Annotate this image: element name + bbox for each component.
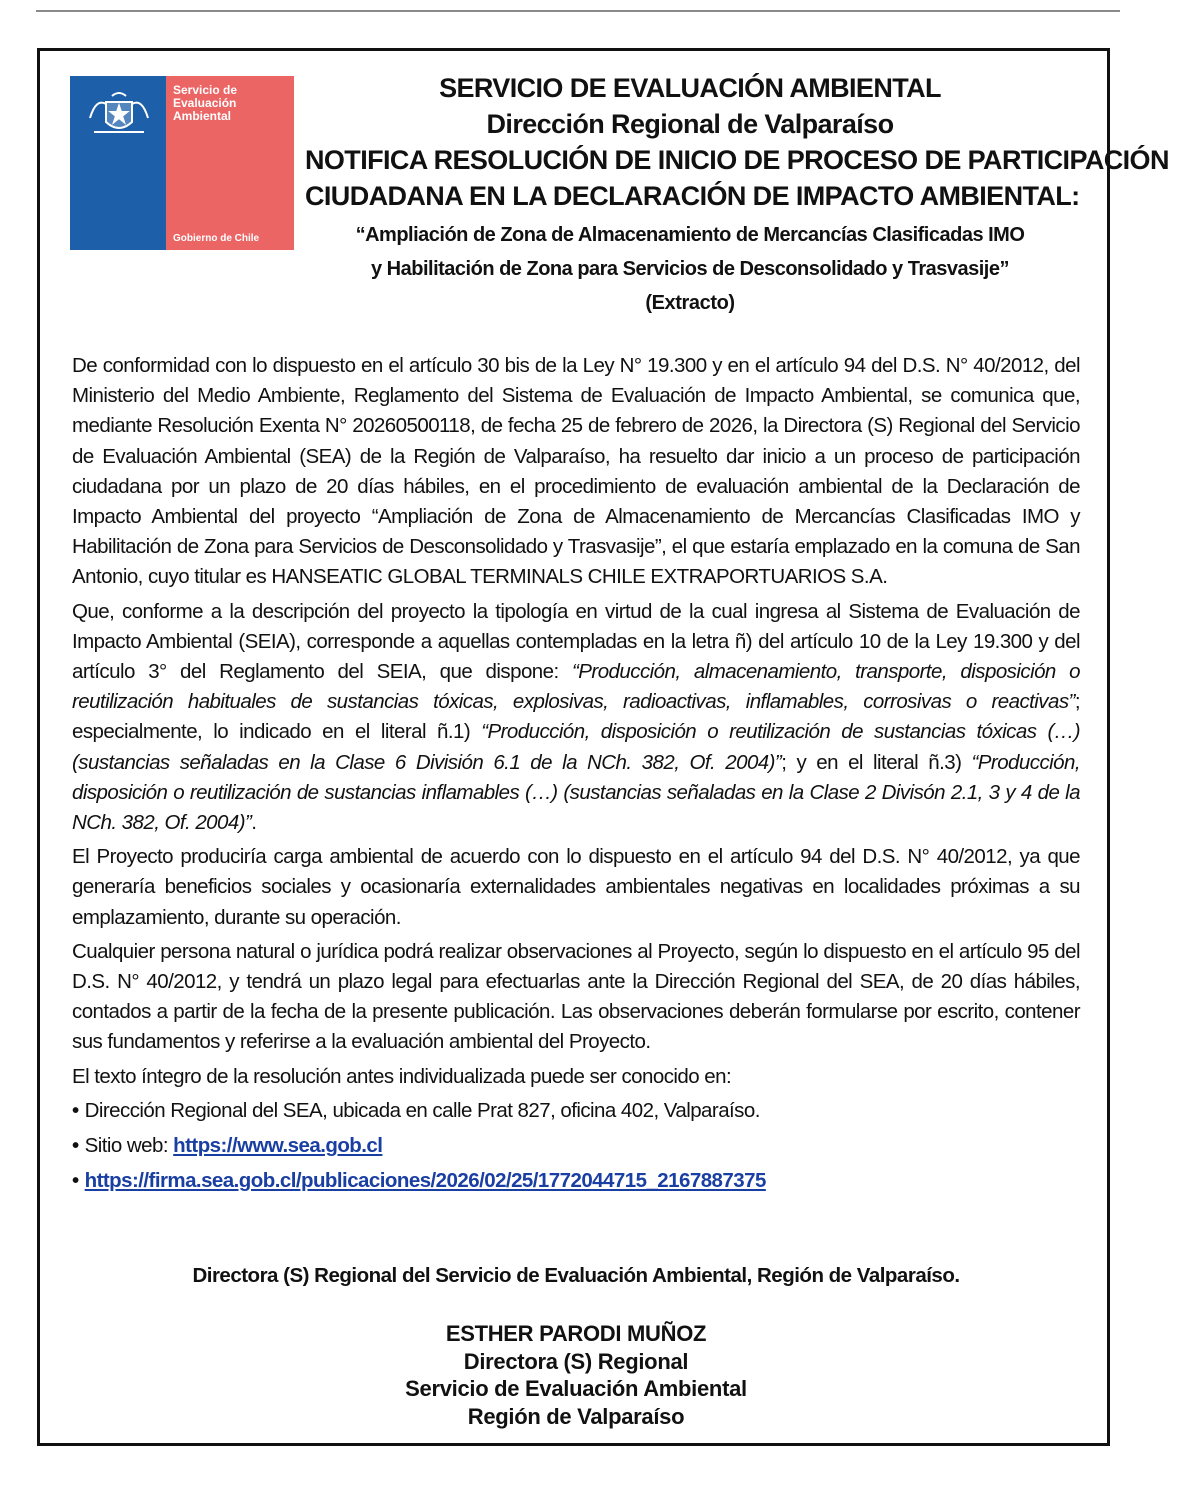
- logo-blue-panel: [70, 76, 166, 250]
- typology-quote-3: “Producción, disposición o reutilización de sustancias inflamables (…) (sustancias señaladas en la Clase 2 Divisón 2.1, 3 y 4 de la NCh. 382, Of. 2004)”: [72, 750, 1081, 835]
- bullet-icon: •: [72, 1098, 79, 1122]
- signer-name: ESTHER PARODI MUÑOZ: [445, 1321, 707, 1346]
- bullet-icon: •: [72, 1134, 79, 1158]
- paragraph-typology: [72, 597, 1080, 839]
- paragraph-legal-basis: De conformidad con lo dispuesto en el artículo 30 bis de la Ley N° 19.300 y en el artículo 94 del D.S. N° 40/2012, del Ministerio del Medio Ambiente, Reglamento del Sistema de Evaluación de Impacto Ambiental, se comunica que, mediante Resolución Exenta N° 20260500118, de fecha 25 de febrero de 2026, la Directora (S) Regional del Servicio de Evaluación Ambiental (SEA) de la Región de Valparaíso, ha resuelto dar inicio a un proceso de participación ciudadana por un plazo de 20 días hábiles, en el procedimiento de evaluación ambiental de la Declaración de Impacto Ambiental del proyecto “Ampliación de Zona de Almacenamiento de Mercancías Clasificadas IMO y Habilitación de Zona para Servicios de Desconsolidado y Trasvasije”, el que estaría emplazado en la comuna de San Antonio, cuyo titular es HANSEATIC GLOBAL TERMINALS CHILE EXTRAPORTUARIOS S.A.: [72, 354, 1080, 589]
- signer-region: Región de Valparaíso: [467, 1403, 685, 1429]
- list-item: [72, 1096, 1080, 1126]
- office-address: Dirección Regional del SEA, ubicada en calle Prat 827, oficina 402, Valparaíso.: [84, 1098, 760, 1122]
- logo-government-label: Gobierno de Chile: [173, 233, 260, 244]
- publication-link[interactable]: https://firma.sea.gob.cl/publicaciones/2026/02/25/1772044715_2167887375: [84, 1169, 766, 1193]
- website-link[interactable]: https://www.sea.gob.cl: [173, 1134, 383, 1158]
- typology-quote-2: “Producción, disposición o reutilización de sustancias tóxicas (…) (sustancias señaladas en la Clase 6 División 6.1 de la NCh. 382, Of. 2004)”: [72, 720, 1080, 774]
- typology-quote-1: “Producción, almacenamiento, transporte, disposición o reutilización habituales de sustancias tóxicas, explosivas, radioactivas, inflamables, corrosivas o reactivas”: [72, 660, 1081, 714]
- header-service: SERVICIO DE EVALUACIÓN AMBIENTAL: [439, 73, 941, 103]
- typology-text-a: Que, conforme a la descripción del proyecto la tipología en virtud de la cual ingresa al Sistema de Evaluación de Impacto Ambiental (SEIA), corresponde a aquellas contempladas en la letra ñ) del artículo 10 de la Ley 19.300 y del artículo 3° del Reglamento del SEIA, que dispone:: [72, 599, 1080, 684]
- top-divider: [36, 10, 1120, 12]
- sea-logo: [70, 76, 294, 250]
- list-item: [72, 1166, 1080, 1196]
- header-notice-line1: NOTIFICA RESOLUCIÓN DE INICIO DE PROCESO DE PARTICIPACIÓN: [305, 145, 1169, 175]
- typology-text-e: ; y en el literal ñ.3): [781, 750, 972, 774]
- paragraph-availability: El texto íntegro de la resolución antes individualizada puede ser conocido en:: [72, 1064, 732, 1088]
- header-direction: Dirección Regional de Valparaíso: [486, 109, 894, 139]
- paragraph-observations: Cualquier persona natural o jurídica podrá realizar observaciones al Proyecto, según lo dispuesto en el artículo 95 del D.S. N° 40/2012, y tendrá un plazo legal para efectuarlas ante la Dirección Regional del SEA, de 20 días hábiles, contados a partir de la fecha de la presente publicación. Las observaciones deberán formularse por escrito, contener sus fundamentos y referirse a la evaluación ambiental del Proyecto.: [72, 939, 1080, 1054]
- website-label: Sitio web:: [84, 1134, 174, 1158]
- typology-text-c: ; especialmente, lo indicado en el literal ñ.1): [72, 690, 1080, 744]
- availability-list: [72, 1096, 1080, 1197]
- header-project-line2: y Habilitación de Zona para Servicios de Desconsolidado y Trasvasije”: [371, 258, 1009, 280]
- header-extract: (Extracto): [645, 292, 735, 314]
- logo-red-panel: [166, 76, 294, 250]
- signature-block: [72, 1320, 1080, 1430]
- bullet-icon: •: [72, 1169, 79, 1193]
- paragraph-environmental-load: El Proyecto produciría carga ambiental de acuerdo con lo dispuesto en el artículo 94 del D.S. N° 40/2012, ya que generaría beneficios sociales y ocasionaría externalidades ambientales negativas en localidades próximas a su emplazamiento, durante su operación.: [72, 845, 1080, 929]
- chile-coat-of-arms-icon: [84, 88, 154, 140]
- signer-title: Directora (S) Regional: [463, 1348, 689, 1374]
- logo-service-name: Servicio de Evaluación Ambiental: [173, 83, 238, 123]
- notice-body: [72, 351, 1080, 1201]
- closing-line: Directora (S) Regional del Servicio de Evaluación Ambiental, Región de Valparaíso.: [192, 1264, 960, 1287]
- signer-organization: Servicio de Evaluación Ambiental: [405, 1376, 747, 1401]
- notice-header: [305, 70, 1169, 320]
- list-item: [72, 1131, 1080, 1161]
- typology-text-g: .: [251, 811, 257, 835]
- header-notice-line2: CIUDADANA EN LA DECLARACIÓN DE IMPACTO AMBIENTAL:: [305, 181, 1080, 211]
- header-project-line1: “Ampliación de Zona de Almacenamiento de Mercancías Clasificadas IMO: [355, 224, 1025, 246]
